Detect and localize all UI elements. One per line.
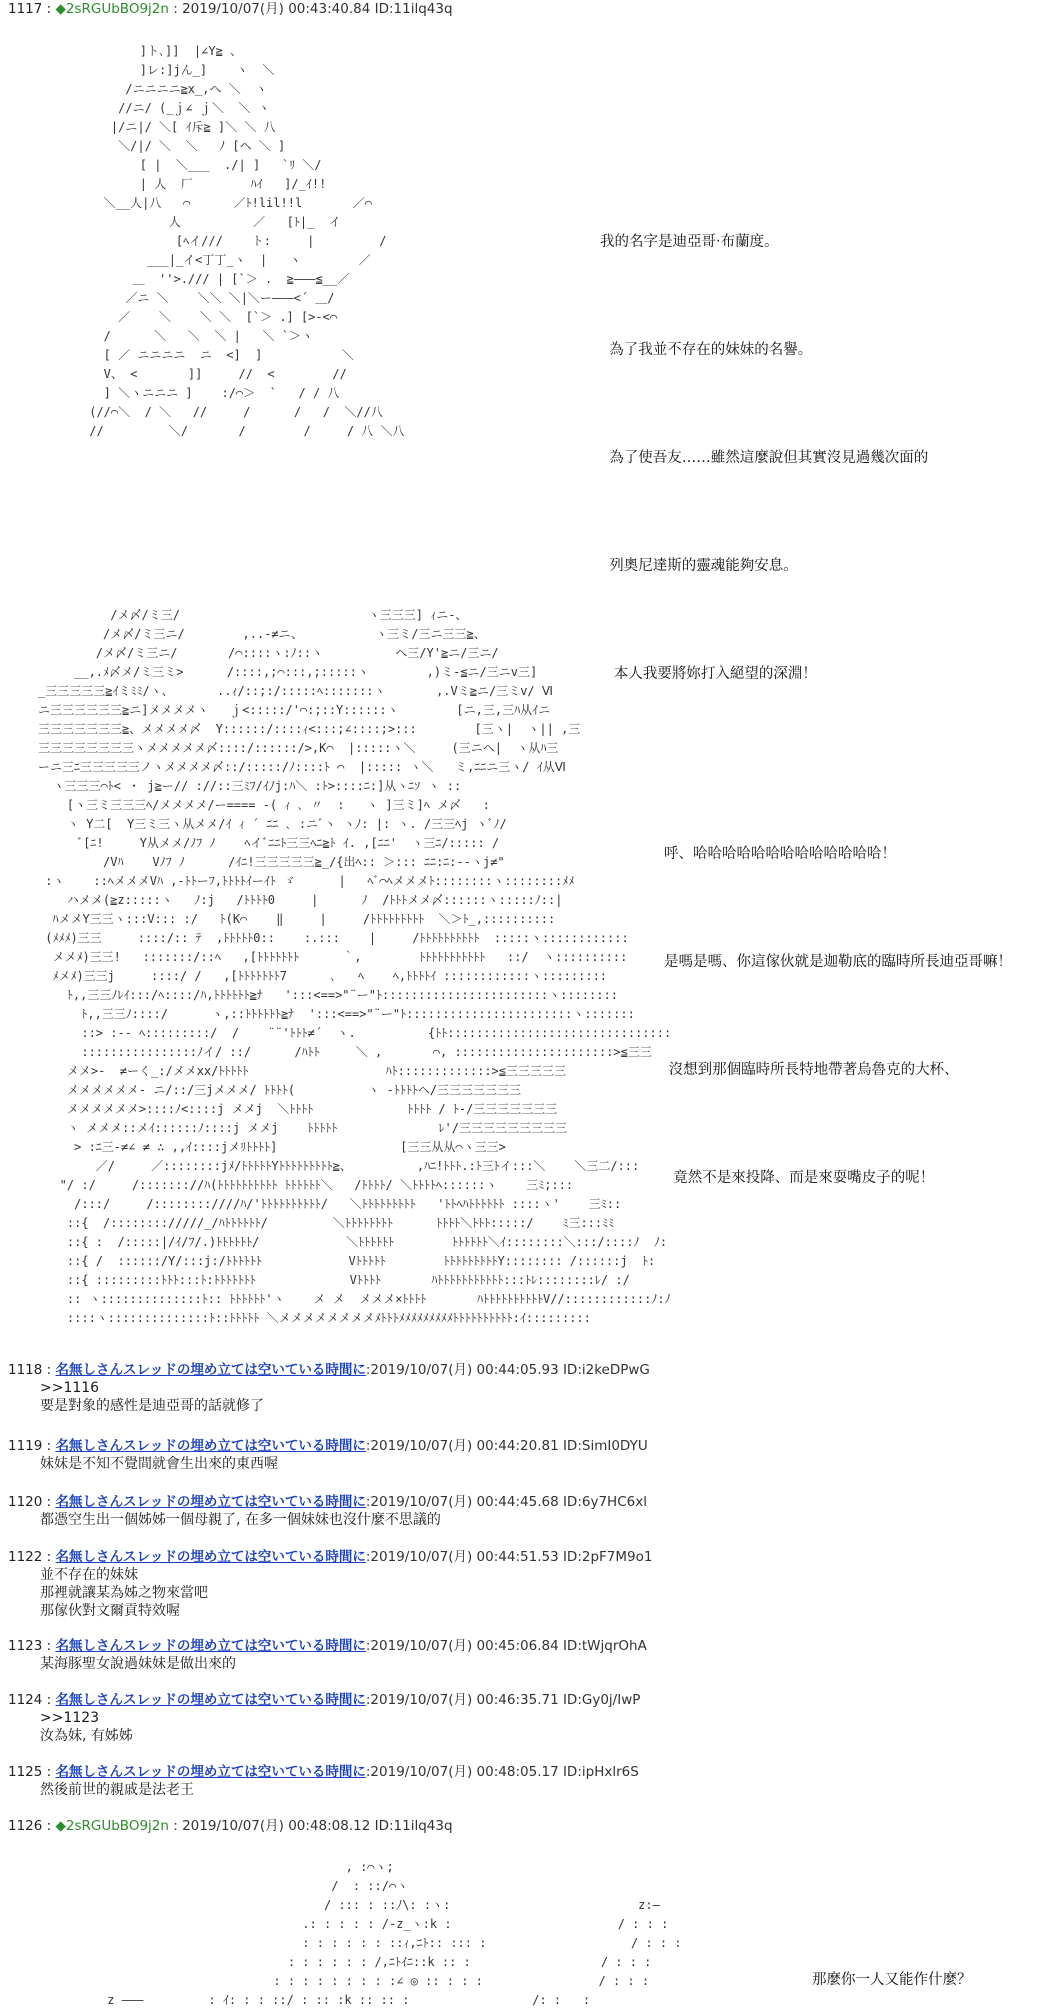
dialogue-block-1117a (600, 152, 928, 728)
post-header-1125 (8, 1763, 639, 1781)
post-body-1125: 然後前世的親戚是法老王 (40, 1782, 194, 1798)
author-name-link[interactable]: 名無しさんスレッドの埋め立ては空いている時間に (55, 1638, 366, 1654)
post-header-1118 (8, 1361, 650, 1379)
separator: : (42, 1362, 56, 1378)
post-number[interactable]: 1124 (8, 1692, 43, 1708)
post-body-1122: 並不存在的妹妹 那裡就讓某為姊之物來當吧 那傢伙對文爾貢特效喔 (40, 1567, 208, 1619)
author-trip: ◆2sRGUbBO9j2n (55, 1, 169, 17)
post-header-1119 (8, 1437, 648, 1455)
post-header-1120 (8, 1493, 647, 1511)
post-number[interactable]: 1123 (8, 1638, 43, 1654)
dialogue-line: 本人我要將妳打入絕望的深淵！ (600, 666, 817, 682)
author-name-link[interactable]: 名無しさんスレッドの埋め立ては空いている時間に (55, 1692, 366, 1708)
separator: : (42, 1818, 56, 1834)
separator: : (42, 1494, 56, 1510)
author-name-link[interactable]: 名無しさんスレッドの埋め立ては空いている時間に (55, 1438, 366, 1454)
post-number[interactable]: 1126 (8, 1818, 43, 1834)
post-header-1117 (8, 0, 453, 18)
separator: : (42, 1692, 56, 1708)
separator: : (42, 1638, 56, 1654)
post-meta: :2019/10/07(月) 00:44:45.68 ID:6y7HC6xl (365, 1494, 647, 1510)
post-number[interactable]: 1119 (8, 1438, 43, 1454)
dialogue-block-1126: 那麼你一人又能作什麼？ (812, 1972, 972, 1988)
post-body-1124: >>1123 汝為妹, 有姊姊 (40, 1710, 133, 1744)
dialogue-block-1117b (664, 764, 1012, 1232)
post-number[interactable]: 1117 (8, 1, 43, 17)
dialogue-line: 為了使吾友……雖然這麼說但其實沒見過幾次面的 (600, 450, 929, 466)
dialogue-line: 為了我並不存在的妹妹的名譽。 (600, 342, 813, 358)
separator: : (42, 1, 56, 17)
post-header-1126 (8, 1817, 453, 1835)
post-body-1120: 都憑空生出一個姊姊一個母親了, 在多一個妹妹也沒什麼不思議的 (40, 1512, 441, 1528)
dialogue-line: 列奧尼達斯的靈魂能夠安息。 (600, 558, 798, 574)
post-number[interactable]: 1120 (8, 1494, 43, 1510)
post-header-1123 (8, 1637, 647, 1655)
post-meta: :2019/10/07(月) 00:44:51.53 ID:2pF7M9o1 (365, 1549, 653, 1565)
post-number[interactable]: 1122 (8, 1549, 43, 1565)
post-body-1118: >>1116 要是對象的感性是迪亞哥的話就修了 (40, 1380, 264, 1414)
author-name-link[interactable]: 名無しさんスレッドの埋め立ては空いている時間に (55, 1764, 366, 1780)
dialogue-line: 是嗎是嗎、你這傢伙就是迦勒底的臨時所長迪亞哥嘛！ (664, 954, 1012, 970)
author-name-link[interactable]: 名無しさんスレッドの埋め立ては空いている時間に (55, 1362, 366, 1378)
ascii-art-character: ]ト､]] |∠Y≧ 、 ]レ:]jん_] ヽ ＼ /ニニニニ≧x_,ヘ ＼ ヽ //ニ/ (_ｊ∠ ｊ＼ ＼ ヽ |/ニ|/ ＼[ ｲ斥≧ ]＼ ＼ 八 ＼/|/ ＼ ＼ ﾉ [ヘ ＼ ] [ | ＼___ ./| ] `ﾘ ＼/ | 人 厂 ﾊｲ ]/_ｲ!! ＼__人|八 ⌒ ／ﾄ!lil!!l ／⌒ 人 ／ [ﾄ|_ イ [ﾍイ/// ト: | / ___|_イ<丁丁_ヽ | ヽ ／ ＿ ''>./// | [`＞ . ≧―――≦__／ ／ニ ＼ ＼＼ ＼|＼ー―――<´ ＿/ ／ ＼ ＼ ＼ [`＞ .] [>-<⌒ / ＼ ＼ ＼ | ＼ `＞ヽ [ ／ ニニニニ ニ <] ] ＼ V、 < ]] // < // ] ＼ヽニニニ ] :/⌒＞ ` / / 八 (//⌒＼ / ＼ // / / / ＼//八 // ＼/ / / / 八 ＼八 (89, 44, 405, 438)
ascii-art-group: /メ〆/ミ三/ ヽ三三三] ｨニ-、 /メ〆/ミ三ニ/ ,..-≠ニ、 ヽ三ミ/三ニ三三≧、 /メ〆/ミ三ニ/ /⌒::::ヽ:ﾉ::ヽ ヘ三/Y'≧ニ/三ニ/ __,.ﾒ〆メ/ミ三ミ> /::::,;⌒:::,;:::::ヽ ,)ミ-≦ニ/三ニv三] _三三三三三≧ｲミﾐﾐ/ヽ、 ..ｨ/::;:/:::::ﾍ:::::::ヽ ,.Vミ≧ニ/三ミv/ Ⅵ ニ三三三三三三≧ニ]メメメメヽ ｊ<:::::/'⌒:;::Y::::::ヽ [ニ,三,三ﾊ从ｲニ 三三三三三三三≧、メメメメ〆 Y::::::/::::ｨ<:::;∠::::;>::: [三ヽ| ヽ|| ,三 三三三三三三三三ヽメメメメメ〆::::/::::::/>,K⌒ |:::::ヽ＼ (三ニヘ| ヽ从ﾊ三 ーニ三ﾆ三三三三三ノヽメメメメ〆::/:::::/ﾉ::::ﾄ ⌒ |::::: ヽ＼ ミ,ﾆﾆニ三ヽ/ ｲ从Ⅵ ヽ三三三⌒ﾄ< ・ j≧ー// ://::三ﾐﾌ/ｲﾉj:ﾊ＼ :ﾄ>::::ﾆ:]从ヽﾆｿ ヽ :: [ヽ三ミ三三三ﾍ/メメメメ/ー==== -( ｨ ､ 〃 : ヽ ]三ミ]ﾍ メ〆 : ヽ Y二[ Y三ミ三ヽ从メメ/ｲ ｨ ´ ﾆﾆ ､ :ニﾞヽ ヽﾉ: |: ヽ. /三三ﾍj ヽﾞﾉ/ ﾞ[ﾆ! Y从メメ/ﾉﾌ ﾉ ﾍイﾞﾆﾆﾄ三三ﾍﾆ≧ﾄ ｲ. ,[ﾆﾆ' ヽ三ﾆ/::::: / /Vﾊ Vﾉﾌ ﾉ /ｲﾆ!三三三三三≧_/{出ﾍ:: ＞::: ﾆﾆ:ﾆ:--ヽj≠" :ヽ ::ﾍメメメVﾊ ,-ﾄﾄーﾌ,ﾄﾄﾄﾄｲーｲﾄ ゞ | ﾍﾞ⌒ﾍメメメﾄ::::::::ヽ::::::::ﾒﾒ ハメメ(≧z:::::ヽ ﾉ:j /ﾄﾄﾄﾄ0 | ﾉ /ﾄﾄﾄメメ〆::::::ヽ:::::ﾉ::| ﾊメメY三三ヽ:::V::: :/ ﾄ(K⌒ ‖ | /ﾄﾄﾄﾄﾄﾄﾄﾄﾄ ＼＞ﾄ_,:::::::::: (ﾒﾒﾒ)三三 ::::/:: ﾃ ,ﾄﾄﾄﾄﾄ0:: :.::: | /ﾄﾄﾄﾄﾄﾄﾄﾄﾄﾄ :::::ヽ:::::::::::: メメﾒ)三三! :::::::/::ﾍ ,[ﾄﾄﾄﾄﾄﾄﾄ ｀, ﾄﾄﾄﾄﾄﾄﾄﾄﾄﾄﾄ ::/ ヽ:::::::::: ﾒメﾒ)三三j ::::/ / ,[ﾄﾄﾄﾄﾄﾄﾄ7 ､ ﾍ ﾍ,ﾄﾄﾄﾄｲ ::::::::::::ヽ::::::::: ﾄ,,三三ﾉﾚｲ:::/ﾍ::::/ﾊ,ﾄﾄﾄﾄﾄﾄ≧ﾅ ':::<==>"¨ー"ﾄ:::::::::::::::::::::::ヽ:::::::: ﾄ,,三三ﾉ::::/ ヽ,::ﾄﾄﾄﾄﾄﾄ≧ﾅ ':::<==>"¨ー"ﾄ:::::::::::::::::::::::ヽ::::::: ::> :-- ﾍ:::::::::/ / ¨¨'ﾄﾄﾄ≠´ ヽ. {ﾄﾄ::::::::::::::::::::::::::::::: ::::::::::::::::ﾉイ/ ::/ /ﾊﾄﾄ ＼ , ⌒, ::::::::::::::::::::::>≦三三 メメ>- ≠ーく_:/メメxx/ﾄﾄﾄﾄﾄ ﾊﾄ:::::::::::::>≦三三三三三 メメメメメメ- ニ/::/三jメメメ/ ﾄﾄﾄﾄ( ヽ -ﾄﾄﾄﾄヘ/三三三三三三三 メメメメメメ>::::ﾉ<::::j メメj ＼ﾄﾄﾄﾄ ﾄﾄﾄﾄ / ﾄ-/三三三三三三三 ヽ メメメ::メｲ::::::ﾉ::::j メメj ﾄﾄﾄﾄﾄ ﾚ'/三三三三三三三三三 > :ﾆ三-≠∠ ≠ ∴ ,,ｲ::::jメﾘﾄﾄﾄﾄ] [三三从从⌒ヽ三三> ／/ ／::::::::jﾒ/ﾄﾄﾄﾄﾄYﾄﾄﾄﾄﾄﾄﾄﾄﾄ≧、 ,ﾊﾆ!ﾄﾄﾄ.:ﾄ三ﾄイ:::＼ ＼三二/::: "/ :/ /::::::://ﾊ(ﾄﾄﾄﾄﾄﾄﾄﾄﾄﾄ ﾄﾄﾄﾄﾄﾄ＼ /ﾄﾄﾄﾄ/ ＼ﾄﾄﾄﾄﾍ::::::ヽ 三ﾐ;::: /:::/ /::::::::////ﾊ/'ﾄﾄﾄﾄﾄﾄﾄﾄﾄﾄ/ ＼ﾄﾄﾄﾄﾄﾄﾄﾄﾄ 'ﾄﾄﾍﾊﾄﾄﾄﾄﾄﾄ ::::ヽ' 三ﾐ:: ::{ /:::::::://///_/ﾊﾄﾄﾄﾄﾄﾄ/ ＼ﾄﾄﾄﾄﾄﾄﾄﾄ ﾄﾄﾄﾄ＼ﾄﾄﾄ:::::/ ﾐ三:::ﾐﾐ ::{ : /:::::|/ｲ/ﾌ/.)ﾄﾄﾄﾄﾄﾄ/ ＼ﾄﾄﾄﾄﾄﾄ ﾄﾄﾄﾄﾄﾄ＼ｲ::::::::＼:::/::::ﾉ ﾉ: ::{ / ::::::/Y/:::j:/ﾄﾄﾄﾄﾄﾄ Vﾄﾄﾄﾄﾄ ﾄﾄﾄﾄﾄﾄﾄﾄﾄY:::::::: /::::::j ﾄ: ::{ :::::::::ﾄﾄﾄ:::ﾄ:ﾄﾄﾄﾄﾄﾄﾄ Vﾄﾄﾄﾄ ﾊﾄﾄﾄﾄﾄﾄﾄﾄﾄﾄﾄ:::ﾄﾚ::::::::ﾚ/ :/ :: ヽ::::::::::::::ﾄ:: ﾄﾄﾄﾄﾄﾄ'ヽ メ メ メメメ×ﾄﾄﾄﾄ ﾊﾄﾄﾄﾄﾄﾄﾄﾄﾄﾄV//::::::::::::ﾉ:ﾉ ::::ヽ::::::::::::::ﾄ::ﾄﾄﾄﾄﾄ ＼メメメメメメメメﾒﾄﾄﾄﾒﾒﾒﾒﾒﾒﾒﾒﾒﾄﾄﾄﾄﾄﾄﾄﾄﾄﾄ:ｲ::::::::: (38, 608, 672, 1325)
post-meta: : 2019/10/07(月) 00:48:08.12 ID:11ilq43q (168, 1818, 453, 1834)
post-header-1124 (8, 1691, 640, 1709)
dialogue-line: 我的名字是迪亞哥‧布蘭度。 (600, 234, 779, 250)
post-body-1119: 妹妹是不知不覺間就會生出來的東西喔 (40, 1456, 278, 1472)
dialogue-line: 呼、哈哈哈哈哈哈哈哈哈哈哈哈哈！ (664, 846, 896, 862)
post-meta: :2019/10/07(月) 00:45:06.84 ID:tWjqrOhA (365, 1638, 647, 1654)
post-body-1123: 某海豚聖女說過妹妹是做出來的 (40, 1656, 236, 1672)
separator: : (42, 1549, 56, 1565)
dialogue-line: 竟然不是來投降、而是來耍嘴皮子的呢！ (664, 1170, 935, 1186)
post-meta: :2019/10/07(月) 00:46:35.71 ID:Gy0j/IwP (365, 1692, 641, 1708)
dialogue-line: 沒想到那個臨時所長特地帶著烏魯克的大杯、 (664, 1062, 959, 1078)
post-meta: :2019/10/07(月) 00:48:05.17 ID:ipHxlr6S (365, 1764, 639, 1780)
ascii-art-character-2: , :⌒ヽ; / : ::/⌒ヽ / ::: : ::ﾉ\: :ヽ: z:― .: : : : : /-z_ヽ:k : / : : : : : : : : : ::ｨ,ﾆﾄ:: ::: : / : : : : : : : : : /,ﾆﾄｲﾆ::k :: : / : : : : : : : : : : : :∠ ◎ :: : : : / : : : z ――― : ｲ: : : ::/ : :: :k :: :: : /: : : (107, 1860, 682, 2007)
post-meta: :2019/10/07(月) 00:44:05.93 ID:i2keDPwG (365, 1362, 650, 1378)
author-name-link[interactable]: 名無しさんスレッドの埋め立ては空いている時間に (55, 1494, 366, 1510)
separator: : (42, 1438, 56, 1454)
post-header-1122 (8, 1548, 652, 1566)
author-trip: ◆2sRGUbBO9j2n (55, 1818, 169, 1834)
post-meta: :2019/10/07(月) 00:44:20.81 ID:SimI0DYU (365, 1438, 648, 1454)
post-number[interactable]: 1125 (8, 1764, 43, 1780)
post-meta: : 2019/10/07(月) 00:43:40.84 ID:11ilq43q (168, 1, 453, 17)
separator: : (42, 1764, 56, 1780)
author-name-link[interactable]: 名無しさんスレッドの埋め立ては空いている時間に (55, 1549, 366, 1565)
post-number[interactable]: 1118 (8, 1362, 43, 1378)
